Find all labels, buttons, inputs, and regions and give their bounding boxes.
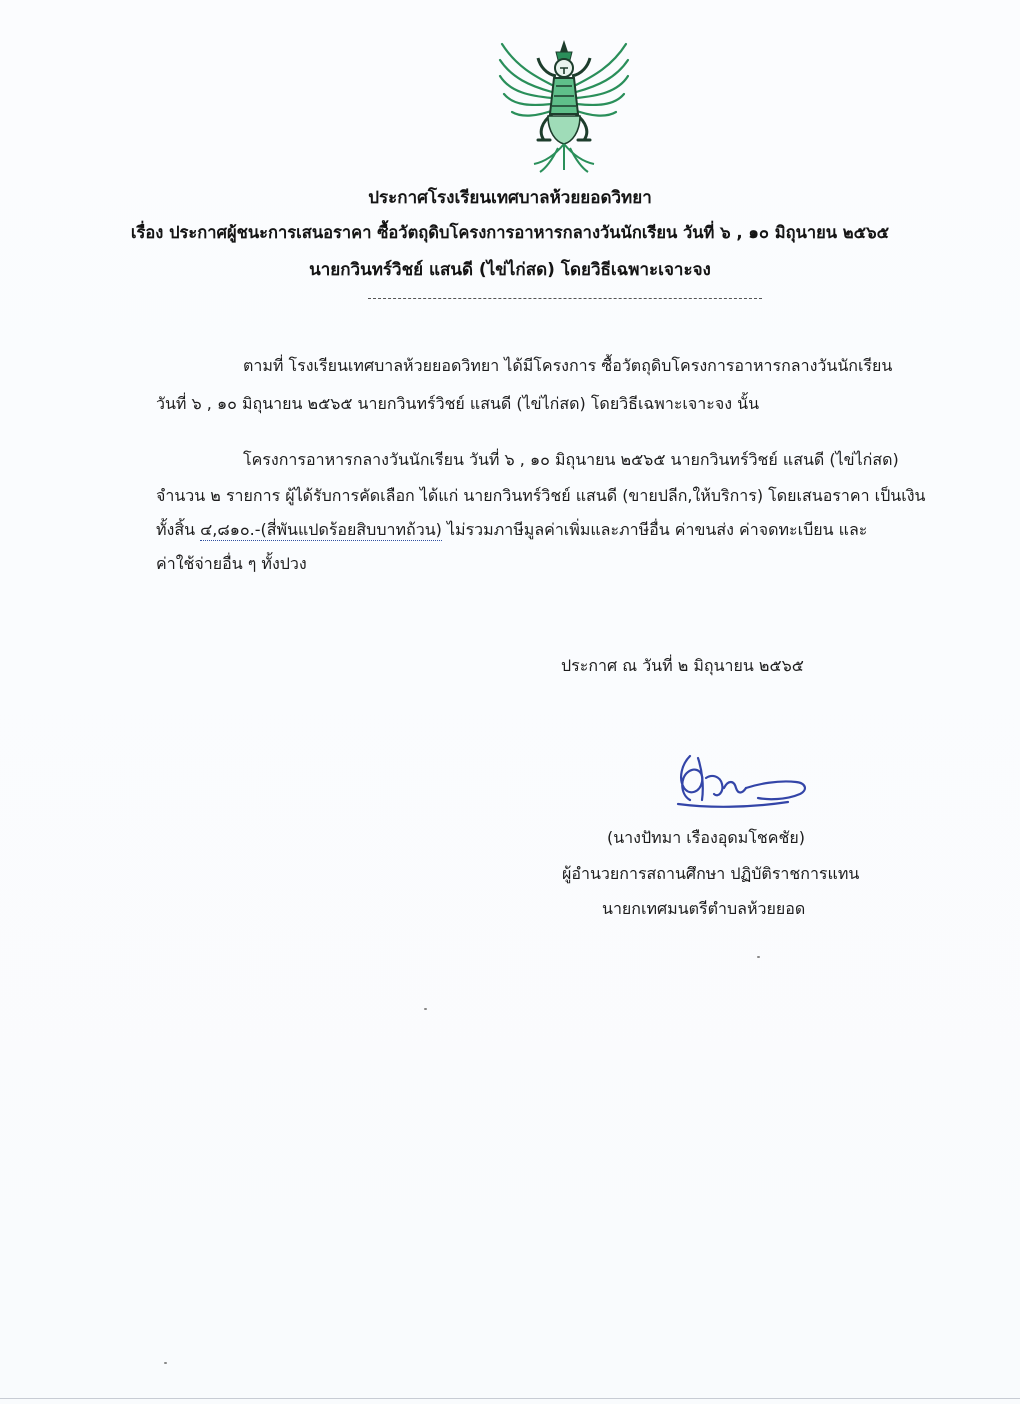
- paragraph2-line3-prefix: ทั้งสิ้น: [156, 520, 196, 539]
- announcement-subject-line2: นายกวินทร์วิชย์ แสนดี (ไข่ไก่สด) โดยวิธีเฉพาะเจาะจง: [309, 260, 711, 280]
- signatory-position-line2: นายกเทศมนตรีตำบลห้วยยอด: [602, 899, 806, 918]
- paragraph1-line1: ตามที่ โรงเรียนเทศบาลห้วยยอดวิทยา ได้มีโครงการ ซื้อวัตถุดิบโครงการอาหารกลางวันนักเรียน: [243, 356, 893, 375]
- paragraph2-line4: ค่าใช้จ่ายอื่น ๆ ทั้งปวง: [156, 554, 307, 573]
- page-bottom-edge: [0, 1398, 1020, 1399]
- scan-speck: [424, 1008, 427, 1010]
- paragraph2-line1: โครงการอาหารกลางวันนักเรียน วันที่ ๖ , ๑๐ มิถุนายน ๒๕๖๕ นายกวินทร์วิชย์ แสนดี (ไข่ไก่สด): [243, 450, 899, 469]
- garuda-emblem-icon: [494, 36, 634, 176]
- announcement-title: ประกาศโรงเรียนเทศบาลห้วยยอดวิทยา: [368, 188, 652, 208]
- paragraph2-line3-suffix: ไม่รวมภาษีมูลค่าเพิ่มและภาษีอื่น ค่าขนส่ง ค่าจดทะเบียน และ: [446, 520, 868, 539]
- signatory-position-line1: ผู้อำนวยการสถานศึกษา ปฏิบัติราชการแทน: [562, 864, 860, 883]
- signature-icon: [668, 748, 818, 824]
- signatory-name: (นางปัทมา เรืองอุดมโชคชัย): [607, 828, 805, 847]
- paragraph2-line3: [156, 518, 867, 543]
- paragraph1-line2: วันที่ ๖ , ๑๐ มิถุนายน ๒๕๖๕ นายกวินทร์วิชย์ แสนดี (ไข่ไก่สด) โดยวิธีเฉพาะเจาะจง นั้น: [156, 394, 759, 413]
- scan-speck: [164, 1362, 167, 1364]
- paragraph2-line2: จำนวน ๒ รายการ ผู้ได้รับการคัดเลือก ได้แก่ นายกวินทร์วิชย์ แสนดี (ขายปลีก,ให้บริการ) โดยเสนอราคา เป็นเงิน: [156, 486, 926, 505]
- header-divider: [368, 298, 762, 299]
- announcement-date: ประกาศ ณ วันที่ ๒ มิถุนายน ๒๕๖๕: [561, 656, 804, 675]
- announcement-subject: เรื่อง ประกาศผู้ชนะการเสนอราคา ซื้อวัตถุดิบโครงการอาหารกลางวันนักเรียน วันที่ ๖ , ๑๐ มิถุนายน ๒๕๖๕: [130, 223, 890, 242]
- total-amount: ๔,๘๑๐.-(สี่พันแปดร้อยสิบบาทถ้วน): [200, 520, 442, 539]
- scan-speck: [757, 956, 760, 958]
